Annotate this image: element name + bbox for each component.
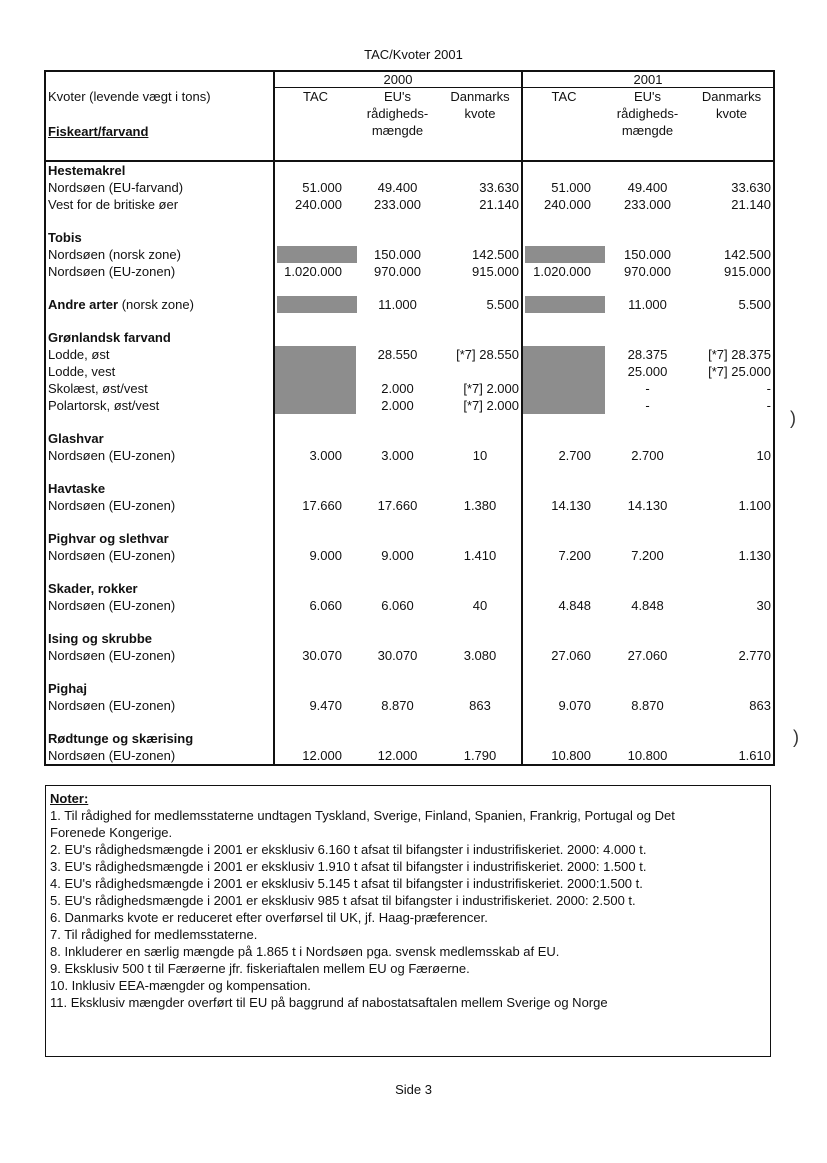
group-gronland: Grønlandsk farvand — [45, 329, 274, 346]
note-item: 5. EU's rådighedsmængde i 2001 er eksklusiv 985 t afsat til bifangster i industrifiskeriet. 2000: 2.500 t. — [50, 893, 636, 908]
shaded-cell — [522, 346, 605, 414]
group-row — [45, 480, 774, 497]
table-row: Nordsøen (EU-farvand) 51.000 49.400 33.630 51.000 49.400 33.630 — [45, 179, 774, 196]
header-fiskeart: Fiskeart/farvand — [48, 123, 149, 139]
note-item: 1. Til rådighed for medlemsstaterne undtagen Tyskland, Sverige, Finland, Spanien, Frankrig, Portugal og Det — [50, 808, 675, 823]
table-row: Andre arter (norsk zone) 11.000 5.500 11.000 5.500 — [45, 296, 774, 313]
group-skader: Skader, rokker — [45, 580, 274, 597]
year-header-row — [45, 71, 774, 88]
table-row: Skolæst, øst/vest 2.000 [*7] 2.000 - - — [45, 380, 774, 397]
note-item: 8. Inkluderer en særlig mængde på 1.865 t i Nordsøen pga. svensk medlemsskab af EU. — [50, 944, 560, 959]
table-row: Nordsøen (EU-zonen) 1.020.000 970.000 915.000 1.020.000 970.000 915.000 — [45, 263, 774, 280]
header-label: Kvoter (levende vægt i tons) — [48, 88, 211, 104]
notes-box — [45, 785, 771, 1057]
col-tac-2000: TAC — [302, 89, 329, 104]
column-header-row — [45, 88, 774, 162]
table-row: Nordsøen (EU-zonen) 12.000 12.000 1.790 10.800 10.800 1.610 — [45, 747, 774, 765]
table-row: Lodde, øst 28.550 [*7] 28.550 28.375 [*7] 28.375 — [45, 346, 774, 363]
group-row — [45, 630, 774, 647]
group-pighaj: Pighaj — [45, 680, 274, 697]
header-label-cell — [45, 88, 274, 162]
table-row: Nordsøen (EU-zonen) 9.000 9.000 1.410 7.200 7.200 1.130 — [45, 547, 774, 564]
note-item: 3. EU's rådighedsmængde i 2001 er eksklusiv 1.910 t afsat til bifangster i industrifiskeriet. 2000: 1.500 t. — [50, 859, 647, 874]
shaded-cell — [277, 246, 357, 263]
group-row — [45, 430, 774, 447]
group-havtaske: Havtaske — [45, 480, 274, 497]
notes-title: Noter: — [50, 791, 89, 806]
col-eu-2001: EU's rådigheds-mængde — [616, 89, 679, 138]
note-item: 11. Eksklusiv mængder overført til EU på baggrund af nabostatsaftalen mellem Sverige og Norge — [50, 995, 608, 1010]
margin-mark: ) — [793, 727, 799, 747]
shaded-cell — [525, 296, 605, 313]
note-item: 2. EU's rådighedsmængde i 2001 er eksklusiv 6.160 t afsat til bifangster i industrifiskeriet. 2000: 4.000 t. — [50, 842, 647, 857]
col-dk-2001: Danmarks kvote — [701, 89, 762, 121]
margin-mark: ) — [790, 408, 796, 428]
table-row: Nordsøen (EU-zonen) 6.060 6.060 40 4.848 4.848 30 — [45, 597, 774, 614]
group-row — [45, 161, 774, 179]
group-row — [45, 530, 774, 547]
table-row: Polartorsk, øst/vest 2.000 [*7] 2.000 - - — [45, 397, 774, 414]
year-2001: 2001 — [522, 71, 774, 88]
group-pighvar: Pighvar og slethvar — [45, 530, 274, 547]
group-tobis: Tobis — [45, 229, 274, 246]
shaded-cell — [277, 296, 357, 313]
page-title: TAC/Kvoter 2001 — [364, 47, 463, 62]
group-row — [45, 730, 774, 747]
group-row — [45, 229, 774, 246]
col-tac-2001: TAC — [551, 89, 577, 104]
quota-table — [44, 70, 775, 766]
table-row: Nordsøen (EU-zonen) 30.070 30.070 3.080 27.060 27.060 2.770 — [45, 647, 774, 664]
table-row: Nordsøen (norsk zone) 150.000 142.500 150.000 142.500 — [45, 246, 774, 263]
note-item: 7. Til rådighed for medlemsstaterne. — [50, 927, 258, 942]
note-item: 10. Inklusiv EEA-mængder og kompensation. — [50, 978, 311, 993]
shaded-cell — [525, 246, 605, 263]
group-row — [45, 580, 774, 597]
col-dk-2000: Danmarks kvote — [439, 88, 522, 162]
group-glashvar: Glashvar — [45, 430, 274, 447]
col-eu-2000: EU's rådigheds-mængde — [366, 89, 429, 138]
table-row: Lodde, vest 25.000 [*7] 25.000 — [45, 363, 774, 380]
table-row: Nordsøen (EU-zonen) 3.000 3.000 10 2.700 2.700 10 — [45, 447, 774, 464]
table-row: Vest for de britiske øer 240.000 233.000 21.140 240.000 233.000 21.140 — [45, 196, 774, 213]
note-item: 4. EU's rådighedsmængde i 2001 er eksklusiv 5.145 t afsat til bifangster i industrifiskeriet. 2000:1.500 t. — [50, 876, 643, 891]
table-row: Nordsøen (EU-zonen) 9.470 8.870 863 9.070 8.870 863 — [45, 697, 774, 714]
group-row — [45, 680, 774, 697]
group-hestemakrel: Hestemakrel — [45, 161, 274, 179]
note-item: 6. Danmarks kvote er reduceret efter overførsel til UK, jf. Haag-præferencer. — [50, 910, 488, 925]
note-item: Forenede Kongerige. — [50, 825, 173, 840]
table-row: Nordsøen (EU-zonen) 17.660 17.660 1.380 14.130 14.130 1.100 — [45, 497, 774, 514]
group-row — [45, 329, 774, 346]
group-rodtunge: Rødtunge og skærising — [45, 730, 274, 747]
shaded-cell — [274, 346, 356, 414]
group-andre: Andre arter — [48, 297, 119, 312]
year-2000: 2000 — [274, 71, 522, 88]
group-ising: Ising og skrubbe — [45, 630, 274, 647]
page-number: Side 3 — [395, 1082, 432, 1097]
note-item: 9. Eksklusiv 500 t til Færøerne jfr. fiskeriaftalen mellem EU og Færøerne. — [50, 961, 470, 976]
